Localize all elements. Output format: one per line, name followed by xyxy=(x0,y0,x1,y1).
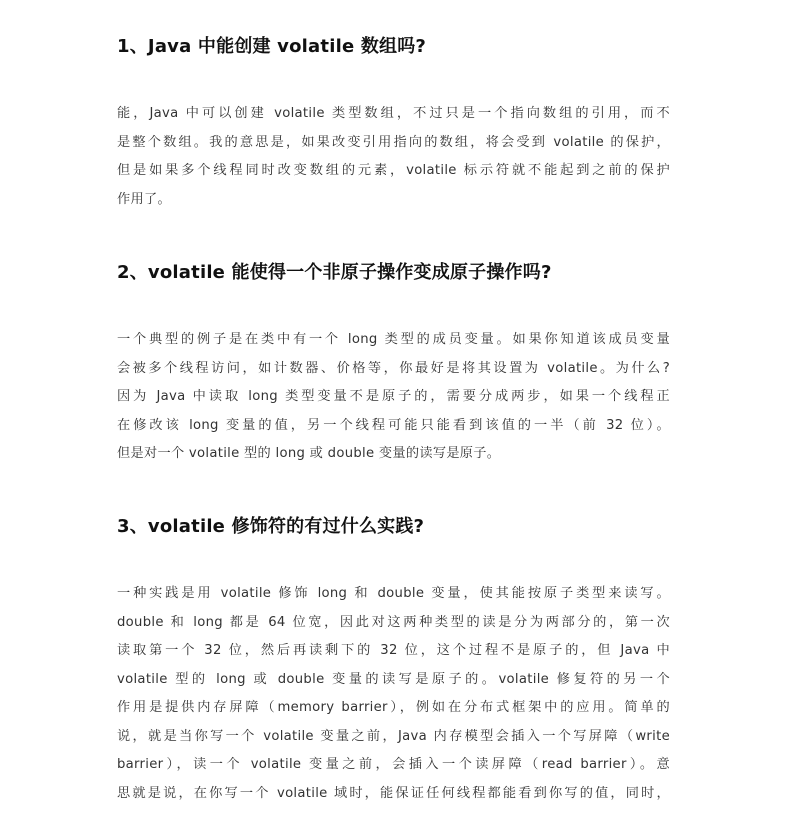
paragraph-line: 会被多个线程访问，如计数器、价格等，你最好是将其设置为 volatile。为什么? xyxy=(117,360,670,376)
section-2-heading: 2、volatile 能使得一个非原子操作变成原子操作吗? xyxy=(117,262,552,283)
paragraph-line: 作用了。 xyxy=(117,191,171,207)
paragraph-line: double 和 long 都是 64 位宽，因此对这两种类型的读是分为两部分的，第一次 xyxy=(117,614,670,630)
section-1-heading: 1、Java 中能创建 volatile 数组吗? xyxy=(117,36,427,57)
paragraph-line: 能，Java 中可以创建 volatile 类型数组，不过只是一个指向数组的引用，而不 xyxy=(117,106,670,121)
paragraph-line: 但是如果多个线程同时改变数组的元素，volatile 标示符就不能起到之前的保护 xyxy=(117,163,670,178)
paragraph-line: 说，就是当你写一个 volatile 变量之前，Java 内存模型会插入一个写屏障（write xyxy=(117,728,670,744)
paragraph-line: barrier），读一个 volatile 变量之前，会插入一个读屏障（read barrier）。意 xyxy=(117,757,670,772)
paragraph-line: 一种实践是用 volatile 修饰 long 和 double 变量，使其能按原子类型来读写。 xyxy=(117,586,670,601)
paragraph-line: 一个典型的例子是在类中有一个 long 类型的成员变量。如果你知道该成员变量 xyxy=(117,332,670,347)
section-3-paragraph xyxy=(117,580,670,808)
paragraph-line: 思就是说，在你写一个 volatile 域时，能保证任何线程都能看到你写的值，同时， xyxy=(117,785,670,801)
paragraph-line: 但是对一个 volatile 型的 long 或 double 变量的读写是原子。 xyxy=(117,446,501,461)
section-3-heading: 3、volatile 修饰符的有过什么实践? xyxy=(117,516,425,537)
section-2-paragraph xyxy=(117,326,670,469)
paragraph-line: 因为 Java 中读取 long 类型变量不是原子的，需要分成两步，如果一个线程正 xyxy=(117,389,670,404)
paragraph-line: 是整个数组。我的意思是，如果改变引用指向的数组，将会受到 volatile 的保护， xyxy=(117,134,670,150)
section-1-paragraph xyxy=(117,100,670,214)
paragraph-line: 读取第一个 32 位，然后再读剩下的 32 位，这个过程不是原子的，但 Java 中 xyxy=(117,643,670,658)
paragraph-line: 在修改该 long 变量的值，另一个线程可能只能看到该值的一半（前 32 位）。 xyxy=(117,417,670,433)
paragraph-line: volatile 型的 long 或 double 变量的读写是原子的。volatile 修复符的另一个 xyxy=(117,671,670,687)
paragraph-line: 作用是提供内存屏障（memory barrier），例如在分布式框架中的应用。简单的 xyxy=(117,700,670,715)
